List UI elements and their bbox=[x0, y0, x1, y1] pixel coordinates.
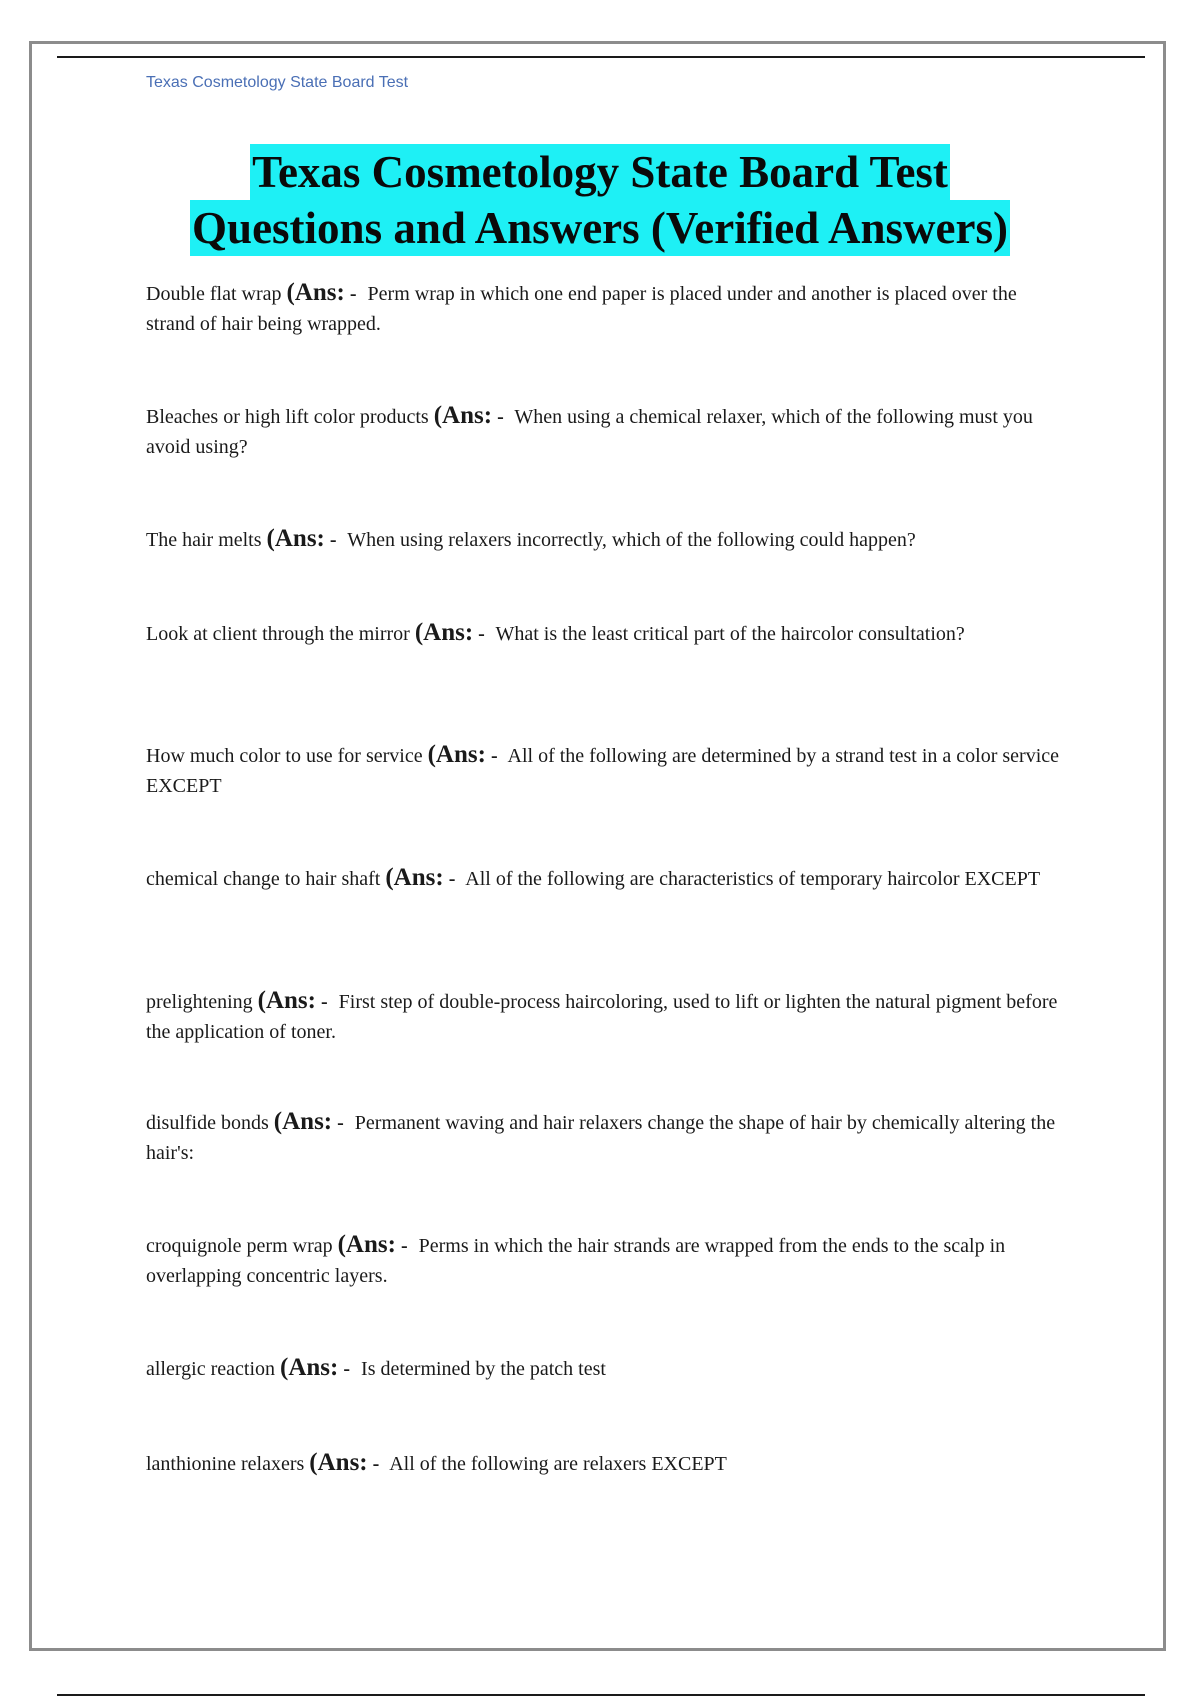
ans-dash: - bbox=[478, 623, 485, 645]
qa-answer: First step of double-process haircoloring, used to lift or lighten the natural pigment before the application of toner. bbox=[146, 991, 1058, 1043]
qa-item bbox=[146, 524, 1066, 555]
qa-answer: All of the following are characteristics of temporary haircolor EXCEPT bbox=[465, 868, 1041, 890]
qa-answer: What is the least critical part of the haircolor consultation? bbox=[495, 623, 965, 645]
qa-item bbox=[146, 1107, 1066, 1168]
qa-answer: Perm wrap in which one end paper is placed under and another is placed over the strand of hair being wrapped. bbox=[146, 283, 1017, 335]
qa-answer: All of the following are determined by a strand test in a color service EXCEPT bbox=[146, 745, 1059, 797]
qa-item bbox=[146, 618, 1066, 649]
qa-answer: All of the following are relaxers EXCEPT bbox=[389, 1453, 727, 1475]
ans-dash: - bbox=[490, 745, 498, 767]
ans-dash: - bbox=[400, 1235, 408, 1257]
top-rule bbox=[57, 56, 1145, 58]
ans-dash: - bbox=[372, 1453, 380, 1475]
ans-label: (Ans: bbox=[273, 1108, 333, 1135]
qa-term: allergic reaction bbox=[146, 1358, 276, 1380]
ans-label: (Ans: bbox=[286, 279, 345, 306]
qa-term: Bleaches or high lift color products bbox=[146, 406, 429, 428]
qa-term: chemical change to hair shaft bbox=[146, 868, 381, 890]
qa-item bbox=[146, 986, 1066, 1047]
ans-dash: - bbox=[349, 283, 357, 305]
qa-item bbox=[146, 1448, 1066, 1479]
ans-label: (Ans: bbox=[433, 402, 493, 429]
qa-answer: When using relaxers incorrectly, which of the following could happen? bbox=[347, 529, 916, 551]
ans-label: (Ans: bbox=[257, 987, 316, 1014]
qa-item bbox=[146, 401, 1066, 462]
qa-answer: Permanent waving and hair relaxers change the shape of hair by chemically altering the hair's: bbox=[146, 1112, 1056, 1164]
title-line-1: Texas Cosmetology State Board Test bbox=[250, 144, 950, 200]
qa-term: disulfide bonds bbox=[146, 1112, 269, 1134]
ans-label: (Ans: bbox=[266, 525, 325, 552]
ans-label: (Ans: bbox=[309, 1449, 368, 1476]
qa-item bbox=[146, 1353, 1066, 1384]
bottom-rule bbox=[57, 1694, 1145, 1696]
qa-item bbox=[146, 1230, 1066, 1291]
qa-term: How much color to use for service bbox=[146, 745, 423, 767]
qa-term: The hair melts bbox=[146, 529, 262, 551]
qa-term: prelightening bbox=[146, 991, 253, 1013]
qa-answer: Perms in which the hair strands are wrapped from the ends to the scalp in overlapping concentric layers. bbox=[146, 1235, 1006, 1287]
ans-dash: - bbox=[448, 868, 456, 890]
qa-item bbox=[146, 863, 1066, 894]
qa-answer: Is determined by the patch test bbox=[361, 1358, 606, 1380]
qa-item bbox=[146, 740, 1066, 801]
document-title bbox=[100, 144, 1100, 256]
ans-label: (Ans: bbox=[280, 1354, 339, 1381]
running-header: Texas Cosmetology State Board Test bbox=[146, 74, 409, 91]
qa-item bbox=[146, 278, 1066, 339]
ans-dash: - bbox=[343, 1358, 351, 1380]
ans-label: (Ans: bbox=[337, 1231, 396, 1258]
qa-term: croquignole perm wrap bbox=[146, 1235, 333, 1257]
ans-label: (Ans: bbox=[385, 864, 444, 891]
ans-label: (Ans: bbox=[414, 619, 474, 646]
ans-label: (Ans: bbox=[427, 741, 486, 768]
ans-dash: - bbox=[337, 1112, 344, 1134]
ans-dash: - bbox=[497, 406, 504, 428]
qa-term: lanthionine relaxers bbox=[146, 1453, 305, 1475]
qa-answer: When using a chemical relaxer, which of the following must you avoid using? bbox=[146, 406, 1033, 458]
qa-term: Look at client through the mirror bbox=[146, 623, 410, 645]
ans-dash: - bbox=[320, 991, 328, 1013]
title-line-2: Questions and Answers (Verified Answers) bbox=[190, 200, 1010, 256]
ans-dash: - bbox=[329, 529, 337, 551]
qa-term: Double flat wrap bbox=[146, 283, 282, 305]
